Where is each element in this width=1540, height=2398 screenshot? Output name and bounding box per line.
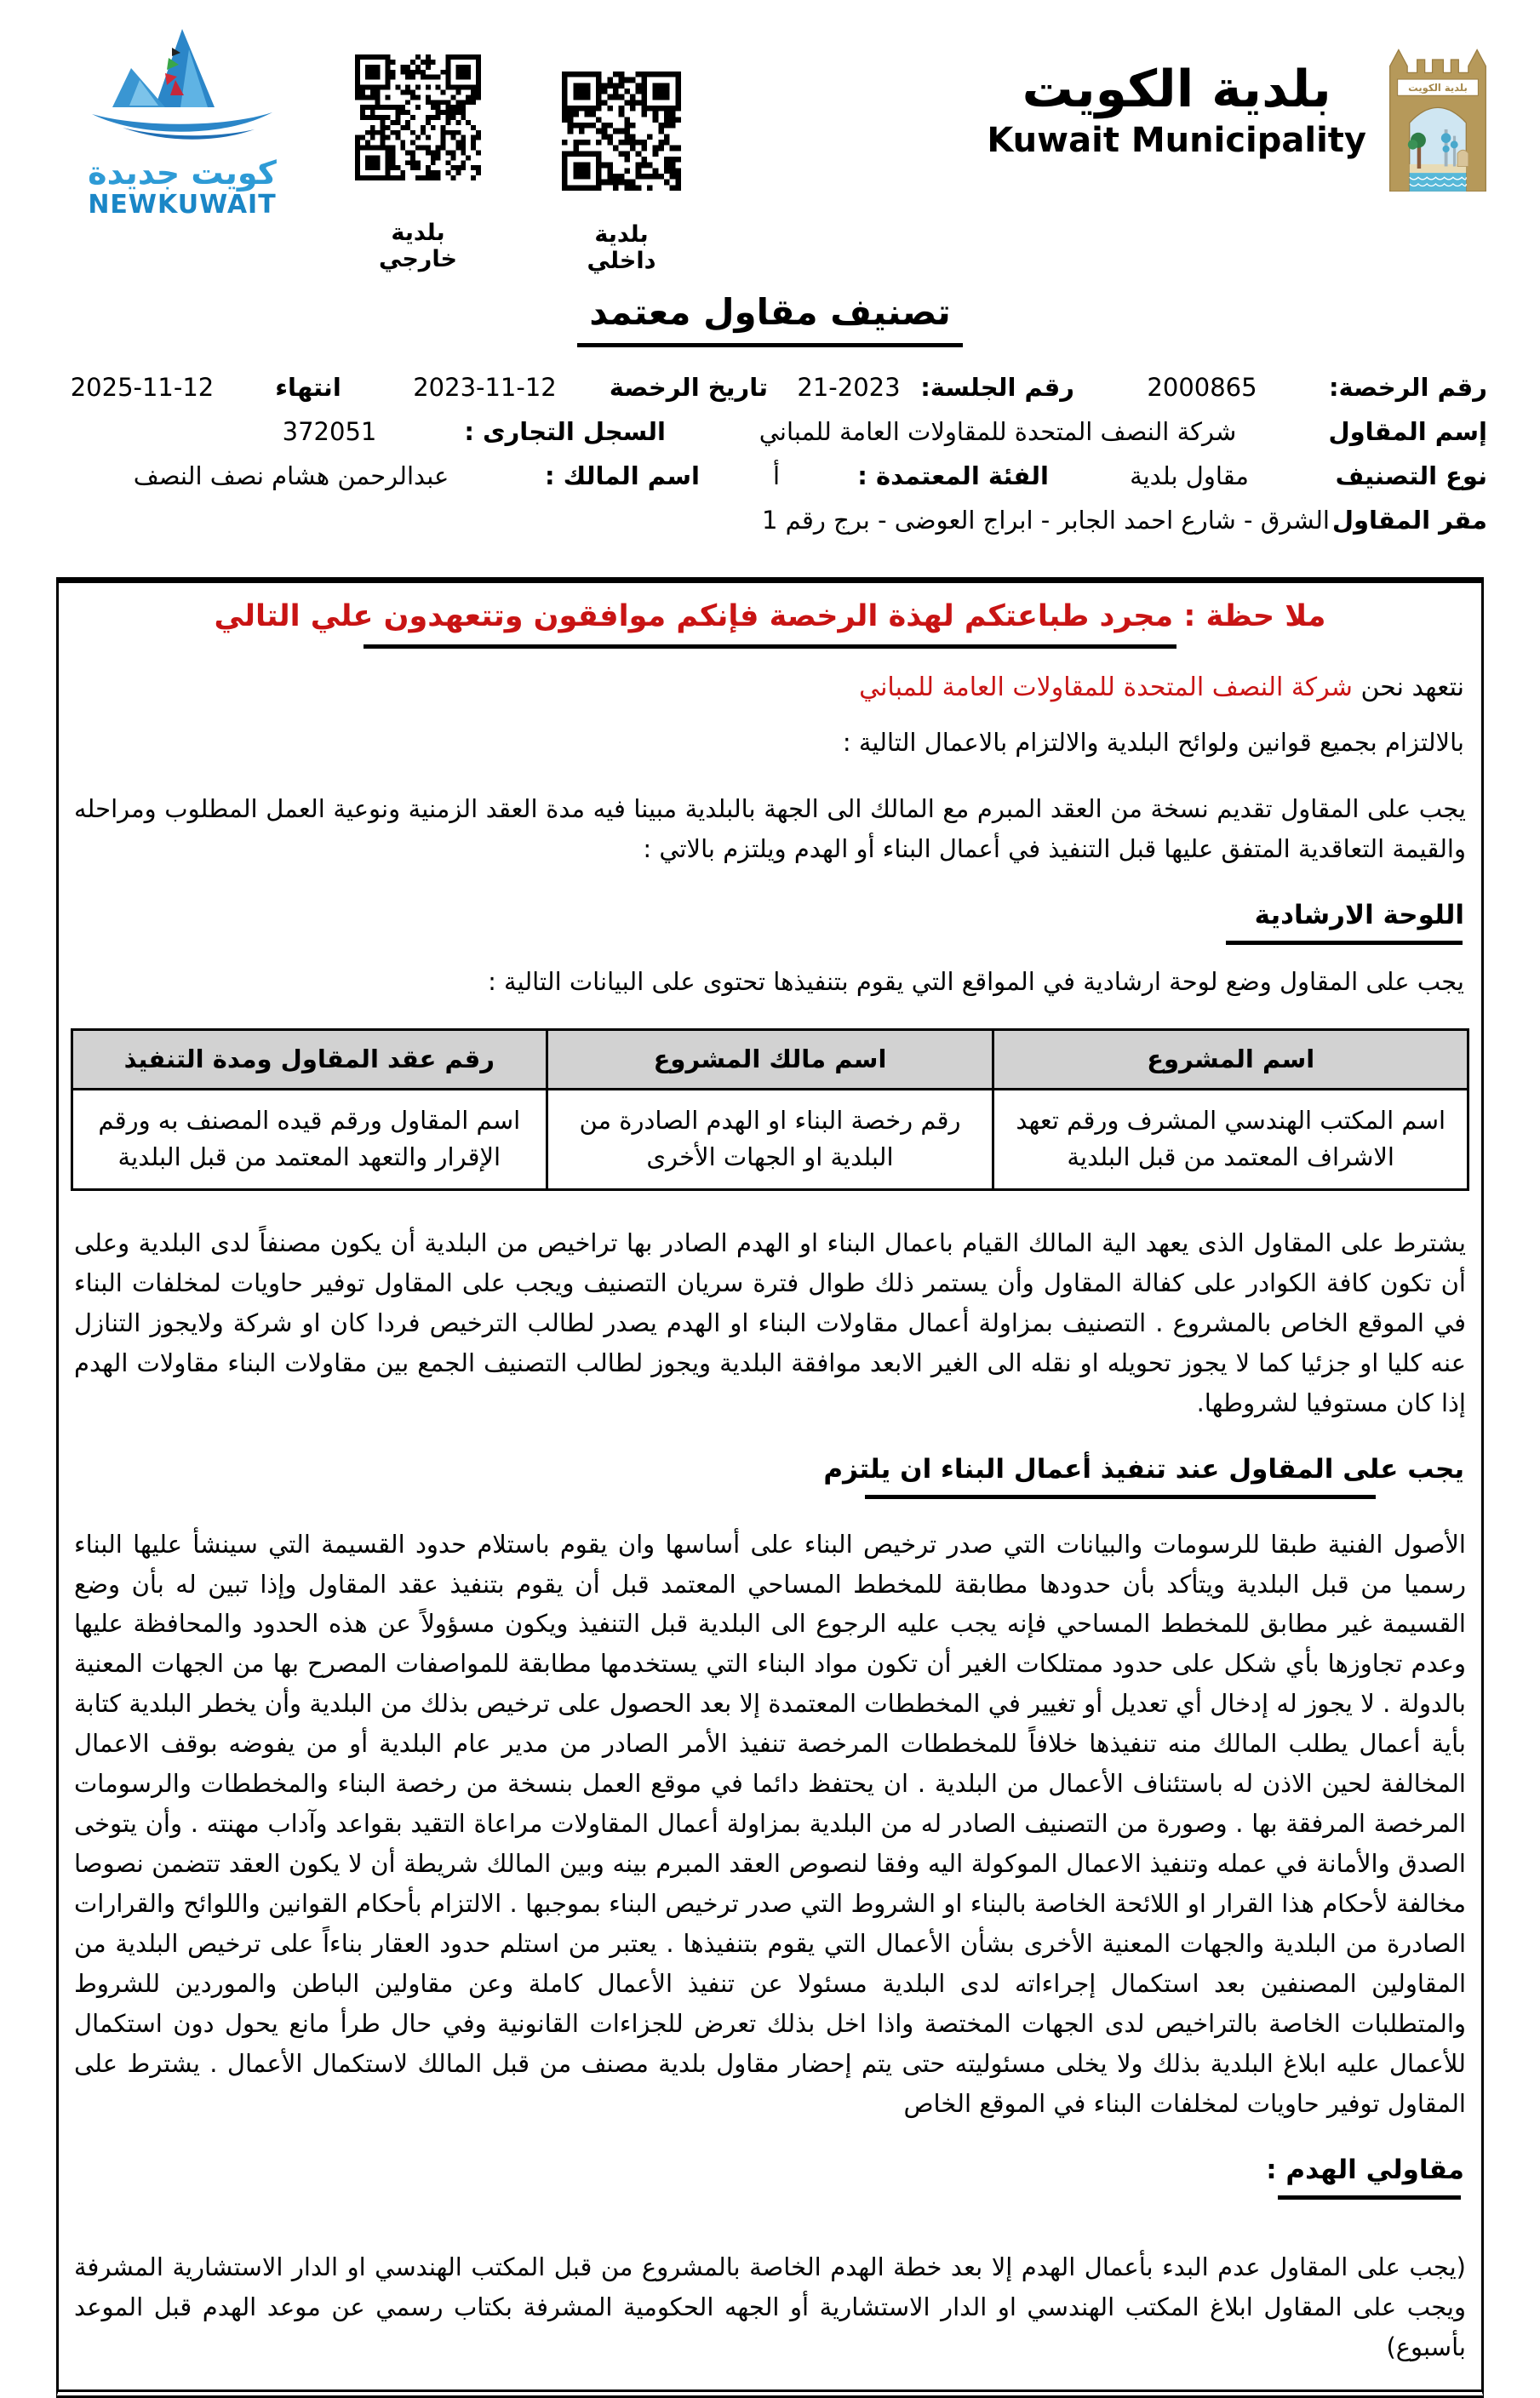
field-row-license bbox=[53, 373, 1487, 402]
approved-category-value: أ bbox=[772, 461, 781, 490]
pledge-company: شركة النصف المتحدة للمقاولات العامة للمباني bbox=[859, 672, 1353, 702]
classification-type-value: مقاول بلدية bbox=[1130, 461, 1249, 490]
qr-internal-icon bbox=[560, 72, 683, 194]
classification-type-label: نوع التصنيف bbox=[1335, 461, 1487, 490]
building-paragraph: الأصول الفنية طبقا للرسومات والبيانات التي صدر ترخيص البناء على أساسها وان يقوم باستلام حدود القسيمة التي سينشأ عليها البناء رسميا من قبل البلدية ويتأكد بأن حدودها مطابقة للمخطط المساحي المعتمد قبل أن يقوم بتنفيذ عقد المقاول وإذا تبين له بأن وضع القسيمة غير مطابق للمخطط المساحي فإنه يجب عليه الرجوع الى البلدية قبل التنفيذ ويكون مسؤولاً عن هذه الحدود والمحافظة عليها وعدم تجاوزها بأي شكل على حدود ممتلكات الغير أن تكون مواد البناء التي يستخدمها مطابقة للمواصفات المصرح بها من الجهات المعنية بالدولة . لا يجوز له إدخال أي تعديل أو تغيير في المخططات المعتمدة إلا بعد الحصول على ترخيص بذلك من البلدية وأن يخطر البلدية كتابة بأية أعمال يطلب المالك منه تنفيذها خلافاً للمخططات المرخصة تنفيذ الأمر الصادر من مدير عام البلدية أو من يفوضه بوقف الاعمال المخالفة لحين الاذن له باستئناف الأعمال من البلدية . ان يحتفظ دائما في موقع العمل بنسخة من رخصة البناء والمخططات والرسومات المرخصة المرفقة بها . وصورة من التصنيف الصادر له من البلدية بمزاولة أعمال المقاولات مراعاة التقيد بقواعد وآداب مهنته . وأن يتوخى الصدق والأمانة في عمله وتنفيذ الاعمال الموكولة اليه وفقا لنصوص العقد المبرم بينه وبين المالك شريطة أن لا يكون العقد تتضمن نصوصا مخالفة لأحكام هذا القرار او اللائحة الخاصة بالبناء او الشروط التي صدر ترخيص البناء بموجبها . الالتزام بأحكام القوانين واللوائح والقرارات الصادرة من البلدية والجهات المعنية الأخرى بشأن الأعمال التي يقوم بتنفيذها . يعتبر من استلم حدود العقار بناءاً على ترخيص البلدية من المقاولين المصنفين بعد استكمال إجراءاته لدى البلدية مسئولا عن تنفيذ الأعمال كاملة وعن مقاولين الباطن والموردين للشروط والمتطلبات الخاصة بالتراخيص لدى الجهات المختصة واذا اخل بذلك تعرض للجزاءات القانونية وفي حال طرأ مانع يحول دون استكمال للأعمال عليه ابلاغ البلدية بذلك ولا يخلى مسئوليته حتى يتم إحضار مقاول بلدية مصنف من قبل المالك لاستكمال الأعمال . يشترط على المقاول توفير حاويات لمخلفات البناء في الموقع الخاص bbox=[74, 1529, 1466, 2119]
session-no-label: رقم الجلسة: bbox=[920, 373, 1074, 402]
sign-table-cell-permit: رقم رخصة البناء او الهدم الصادرة من البلدية او الجهات الأخرى bbox=[547, 1089, 993, 1189]
sign-table-header-contract: رقم عقد المقاول ومدة التنفيذ bbox=[72, 1029, 547, 1089]
qr-external-block bbox=[354, 54, 482, 272]
contractor-hq-label: مقر المقاول bbox=[1331, 506, 1487, 535]
sign-table bbox=[71, 1028, 1469, 1191]
sign-table-cell-office: اسم المكتب الهندسي المشرف ورقم تعهد الاشراف المعتمد من قبل البلدية bbox=[993, 1089, 1468, 1189]
license-fields bbox=[53, 373, 1487, 535]
license-no-value: 2000865 bbox=[1147, 373, 1257, 402]
notice-title-underline bbox=[364, 644, 1176, 649]
expiry-label: انتهاء bbox=[275, 373, 341, 402]
field-row-hq bbox=[53, 506, 1487, 535]
municipality-emblem-icon bbox=[1383, 44, 1492, 192]
commercial-register-label: السجل التجارى : bbox=[464, 417, 666, 446]
municipality-titles bbox=[987, 44, 1366, 160]
document-header bbox=[0, 0, 1540, 274]
sign-section-title: اللوحة الارشادية bbox=[1254, 899, 1464, 930]
license-no-label: رقم الرخصة: bbox=[1328, 373, 1487, 402]
contractor-hq-value: الشرق - شارع احمد الجابر - ابراج العوضى - برج رقم 1 bbox=[762, 506, 1330, 535]
page-title: تصنيف مقاول معتمد bbox=[577, 291, 963, 347]
newkuwait-logo bbox=[73, 24, 291, 220]
contractor-name-value: شركة النصف المتحدة للمقاولات العامة للمباني bbox=[759, 417, 1237, 446]
sign-table-header-owner: اسم مالك المشروع bbox=[547, 1029, 993, 1089]
newkuwait-arabic-label: كويت جديدة bbox=[88, 154, 277, 192]
sign-table-row bbox=[72, 1089, 1468, 1189]
license-date-value: 2023-11-12 bbox=[413, 373, 557, 402]
page-title-wrap bbox=[0, 291, 1540, 347]
demolition-section-title: مقاولي الهدم : bbox=[1266, 2155, 1464, 2186]
owner-name-label: اسم المالك : bbox=[544, 461, 700, 490]
qr-external-label: بلدية خارجي bbox=[379, 220, 457, 272]
dhow-boat-icon bbox=[80, 24, 284, 152]
contractor-name-label: إسم المقاول bbox=[1328, 417, 1487, 446]
field-row-classification bbox=[53, 461, 1487, 490]
sign-table-header-project: اسم المشروع bbox=[993, 1029, 1468, 1089]
svg-text:بلدية الكويت: بلدية الكويت bbox=[1408, 82, 1468, 94]
sign-table-cell-contractor: اسم المقاول ورقم قيده المصنف به ورقم الإقرار والتعهد المعتمد من قبل البلدية bbox=[72, 1089, 547, 1189]
notice-title: ملا حظة : مجرد طباعتكم لهذة الرخصة فإنكم موافقون وتتعهدون علي التالي bbox=[214, 599, 1326, 633]
municipality-title-english: Kuwait Municipality bbox=[987, 121, 1366, 160]
municipality-header bbox=[987, 44, 1492, 192]
session-no-value: 21-2023 bbox=[797, 373, 901, 402]
sign-section-intro: يجب على المقاول وضع لوحة ارشادية في المواقع التي يقوم بتنفيذها تحتوى على البيانات التالية : bbox=[488, 966, 1464, 996]
building-section-title: يجب على المقاول عند تنفيذ أعمال البناء ان يلتزم bbox=[823, 1453, 1464, 1485]
qr-internal-block bbox=[560, 72, 683, 274]
conditions-paragraph: يشترط على المقاول الذى يعهد الية المالك القيام باعمال البناء او الهدم الصادر بها تراخيص من البلدية أن يكون مصنفاً لدى البلدية وعلى أن تكون كافة الكوادر على كفالة المقاول وأن يستمر ذلك طوال فترة سريان التصنيف ويجب على المقاول توفير حاويات لمخلفات البناء في الموقع الخاص بالمشروع . التصنيف بمزاولة أعمال مقاولات البناء او الهدم يصدر لطالب الترخيص فردا كان او شركة ولايجوز التنازل عنه كليا او جزئيا كما لا يجوز تحويله او نقله الى الغير الابعد موافقة البلدية ويجوز لطالب التصنيف الجمع بين مقاولات البناء مقاولات الهدم إذا كان مستوفيا لشروطها. bbox=[74, 1228, 1466, 1417]
pledge-prefix: نتعهد نحن bbox=[1360, 672, 1464, 702]
notice-box bbox=[56, 577, 1484, 2398]
building-section-underline bbox=[865, 1495, 1376, 1499]
contract-paragraph: يجب على المقاول تقديم نسخة من العقد المبرم مع المالك الى الجهة بالبلدية مبينا فيه مدة العقد الزمنية ونوعية العمل المطلوب ومراحله والقيمة التعاقدية المتفق عليها قبل التنفيذ في أعمال البناء أو الهدم ويلتزم بالاتي : bbox=[74, 793, 1466, 863]
pledge-line bbox=[76, 672, 1464, 702]
demolition-section-underline bbox=[1278, 2195, 1461, 2200]
demolition-paragraph: (يجب على المقاول عدم البدء بأعمال الهدم إلا بعد خطة الهدم الخاصة بالمشروع من قبل المكتب الهندسي او الدار الاستشارية المشرفة ويجب على المقاول ابلاغ المكتب الهندسي او الدار الاستشارية أو الجهه الحكومية المشرفة بكتاب رسمي عن موعد الهدم قبل الموعد بأسبوع) bbox=[74, 2252, 1466, 2361]
newkuwait-english-label: NEWKUWAIT bbox=[88, 189, 277, 220]
expiry-date-value: 2025-11-12 bbox=[70, 373, 215, 402]
sign-table-header-row bbox=[72, 1029, 1468, 1089]
qr-internal-label: بلدية داخلي bbox=[587, 221, 656, 274]
municipality-title-arabic: بلدية الكويت bbox=[1022, 60, 1331, 119]
sign-section-underline bbox=[1226, 941, 1463, 945]
approved-category-label: الفئة المعتمدة : bbox=[857, 461, 1049, 490]
pledge-commitment-line: بالالتزام بجميع قوانين ولوائح البلدية والالتزام بالاعمال التالية : bbox=[842, 727, 1464, 757]
owner-name-value: عبدالرحمن هشام نصف النصف bbox=[133, 461, 449, 490]
qr-external-icon bbox=[354, 54, 482, 184]
field-row-contractor bbox=[53, 417, 1487, 446]
commercial-register-value: 372051 bbox=[282, 417, 377, 446]
license-date-label: تاريخ الرخصة bbox=[609, 373, 768, 402]
